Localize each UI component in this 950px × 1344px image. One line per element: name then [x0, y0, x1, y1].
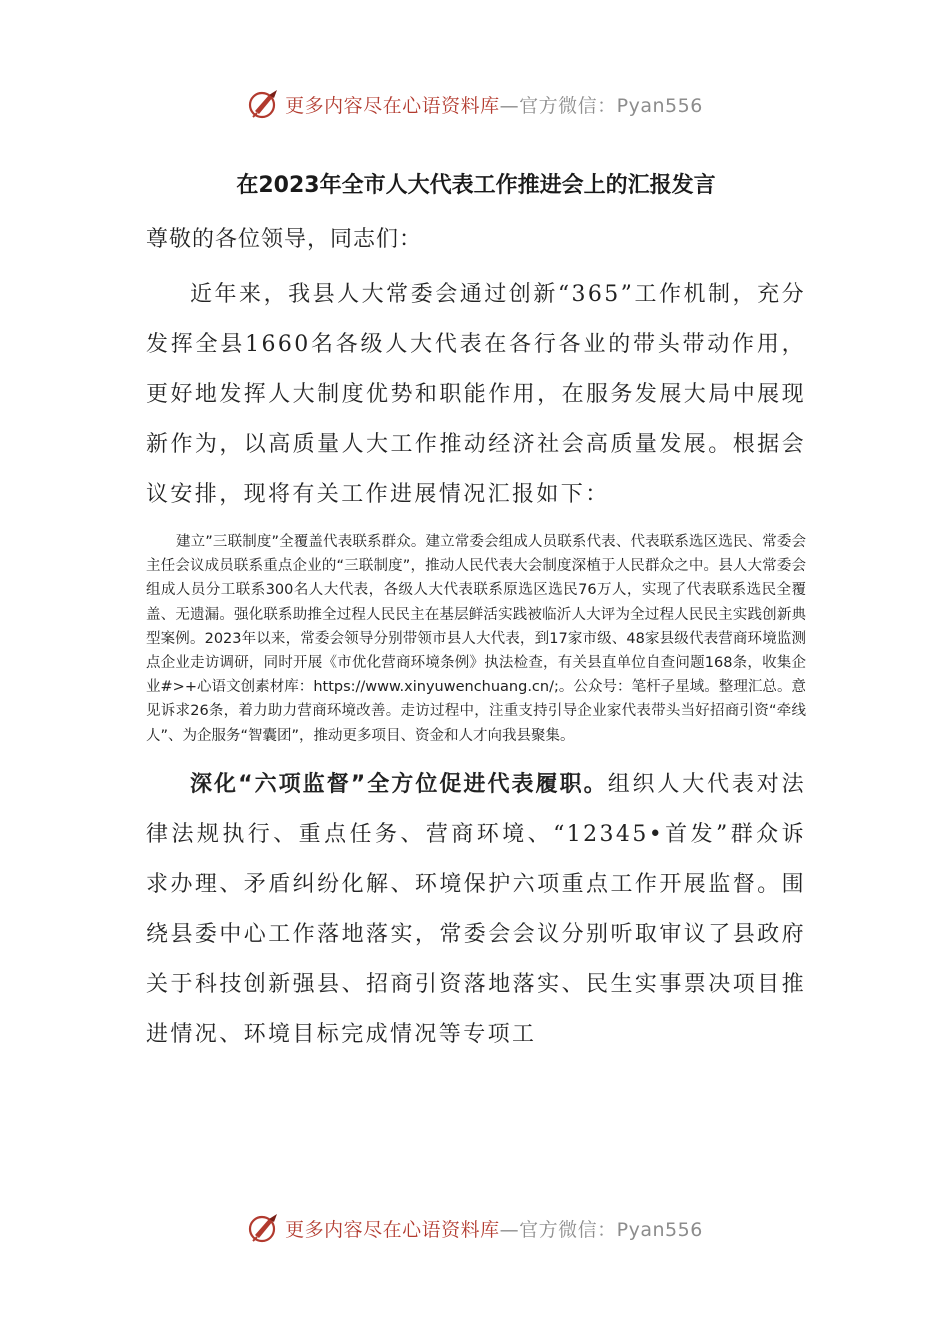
document-body	[146, 166, 806, 1060]
intro-paragraph: 近年来，我县人大常委会通过创新“365”工作机制，充分发挥全县1660名各级人大代表在各行各业的带头带动作用，更好地发挥人大制度优势和职能作用，在服务发展大局中展现新作为，以高质量人大工作推动经济社会高质量发展。根据会议安排，现将有关工作进展情况汇报如下：	[146, 282, 806, 507]
watermark-wechat-text: —官方微信：Pyan556	[499, 1218, 703, 1241]
header-watermark-banner	[0, 84, 950, 124]
salutation: 尊敬的各位领导，同志们：	[146, 227, 423, 252]
section2-paragraph	[146, 760, 806, 1060]
document-title: 在2023年全市人大代表工作推进会上的汇报发言	[236, 173, 716, 198]
watermark-text	[285, 1215, 703, 1242]
footer-watermark-banner	[0, 1208, 950, 1248]
section2-body: 组织人大代表对法律法规执行、重点任务、营商环境、“12345•首发”群众诉求办理、矛盾纠纷化解、环境保护六项重点工作开展监督。围绕县委中心工作落地落实，常委会会议分别听取审议了县政府关于科技创新强县、招商引资落地落实、民生实事票决项目推进情况、环境目标完成情况等专项工	[146, 771, 806, 1047]
watermark-brand-text: 更多内容尽在心语资料库	[285, 94, 500, 117]
pen-nib-logo-icon	[247, 87, 281, 121]
watermark-text	[285, 91, 703, 118]
section2-heading: 深化“六项监督”全方位促进代表履职。	[190, 771, 608, 797]
pen-nib-logo-icon	[247, 1211, 281, 1245]
watermark-wechat-text: —官方微信：Pyan556	[499, 94, 703, 117]
section1-paragraph: 建立”三联制度”全覆盖代表联系群众。建立常委会组成人员联系代表、代表联系选区选民、常委会主任会议成员联系重点企业的“三联制度”，推动人民代表大会制度深植于人民群众之中。县人大常委会组成人员分工联系300名人大代表，各级人大代表联系原选区选民76万人，实现了代表联系选民全覆盖、无遗漏。强化联系助推全过程人民民主在基层鲜活实践被临沂人大评为全过程人民民主实践创新典型案例。2023年以来，常委会领导分别带领市县人大代表，到17家市级、48家县级代表营商环境监测点企业走访调研，同时开展《市优化营商环境条例》执法检查，有关县直单位自查问题168条，收集企业#>+心语文创素材库：https://www.xinyuwenchuang.cn/;。公众号：笔杆子星域。整理汇总。意见诉求26条，着力助力营商环境改善。走访过程中，注重支持引导企业家代表带头当好招商引资“牵线人”、为企服务“智囊团”，推动更多项目、资金和人才向我县聚集。	[146, 534, 806, 744]
watermark-brand-text: 更多内容尽在心语资料库	[285, 1218, 500, 1241]
